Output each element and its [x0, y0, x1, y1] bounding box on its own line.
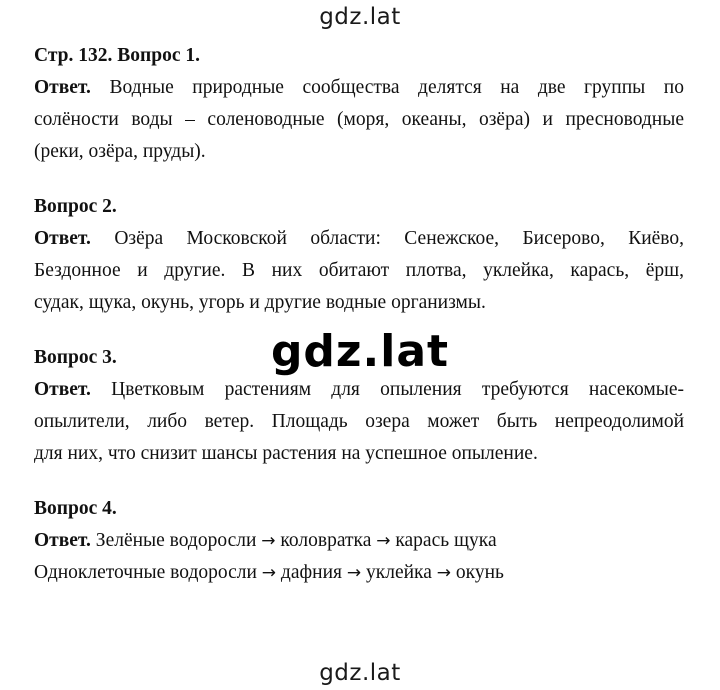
arrow-right-icon: →	[261, 531, 276, 551]
chain-item: уклейка	[365, 562, 432, 583]
answer-line: для них, что снизит шансы растения на успешное опыление.	[34, 443, 538, 464]
arrow-right-icon: →	[346, 563, 362, 583]
answer-line	[34, 374, 684, 406]
chain-item: дафния	[280, 562, 342, 583]
answer-line	[34, 223, 684, 255]
answer-label: Ответ.	[34, 530, 91, 551]
watermark-middle: gdz.lat	[270, 326, 450, 377]
answer-text: Водные природные сообщества делятся на две группы по	[109, 77, 684, 98]
question-block-1	[34, 40, 684, 168]
food-chain-2	[34, 557, 684, 589]
answer-line: судак, щука, окунь, угорь и другие водные организмы.	[34, 292, 486, 313]
arrow-right-icon: →	[376, 531, 391, 551]
question-block-4	[34, 493, 684, 589]
answer-text: Цветковым растениям для опыления требуются насекомые-	[111, 379, 684, 400]
answer-line	[34, 72, 684, 104]
arrow-right-icon: →	[261, 563, 277, 583]
question-block-2	[34, 191, 684, 319]
chain-item: Зелёные водоросли	[95, 530, 257, 551]
document-body	[34, 40, 684, 589]
answer-label: Ответ.	[34, 77, 91, 98]
chain-item: окунь	[455, 562, 504, 583]
answer-line: Бездонное и другие. В них обитают плотва, уклейка, карась, ёрш,	[34, 260, 684, 281]
answer-label: Ответ.	[34, 379, 91, 400]
chain-item: коловратка	[280, 530, 372, 551]
arrow-right-icon: →	[436, 563, 451, 583]
chain-item: Одноклеточные водоросли	[34, 562, 257, 583]
answer-line: (реки, озёра, пруды).	[34, 141, 206, 162]
answer-text: Озёра Московской области: Сенежское, Бисерово, Киёво,	[114, 228, 684, 249]
question-heading: Стр. 132. Вопрос 1.	[34, 45, 200, 66]
answer-line: опылители, либо ветер. Площадь озера может быть непреодолимой	[34, 411, 684, 432]
watermark-top: gdz.lat	[319, 4, 401, 30]
answer-line: солёности воды – соленоводные (моря, океаны, озёра) и пресноводные	[34, 109, 684, 130]
question-heading: Вопрос 3.	[34, 347, 117, 368]
answer-label: Ответ.	[34, 228, 91, 249]
watermark-bottom: gdz.lat	[319, 660, 401, 686]
question-heading: Вопрос 2.	[34, 196, 117, 217]
food-chain-1	[34, 525, 684, 557]
question-heading: Вопрос 4.	[34, 498, 117, 519]
chain-item: карась щука	[395, 530, 497, 551]
